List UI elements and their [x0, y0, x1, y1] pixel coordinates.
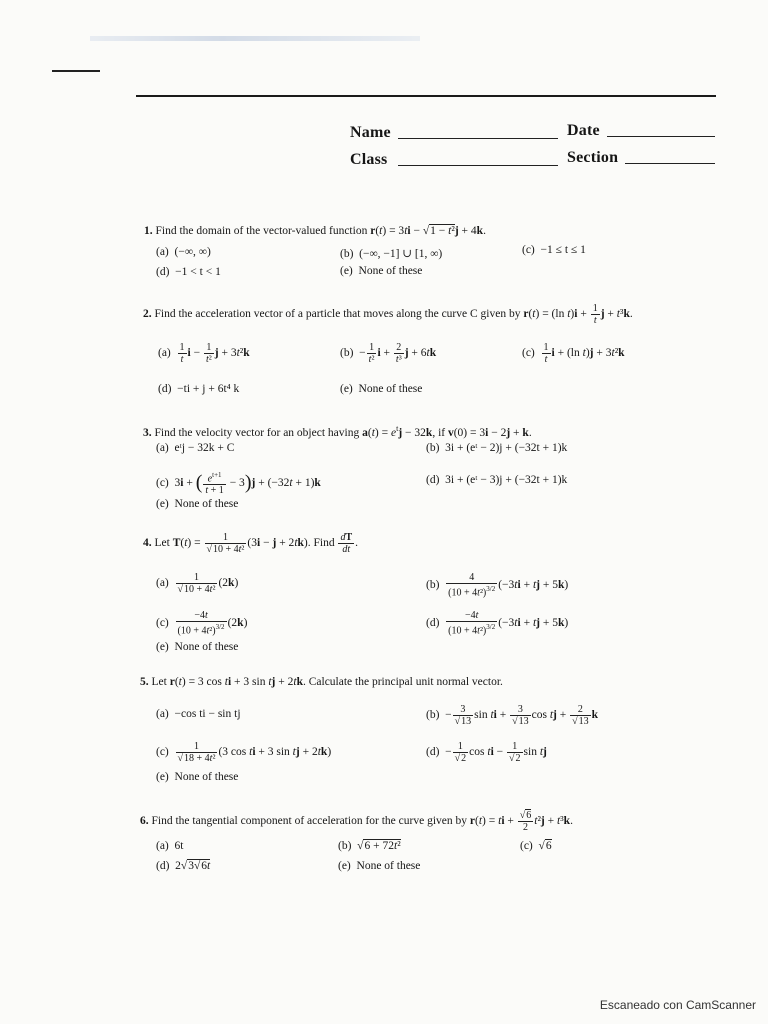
option-4c[interactable]: (c) $\frac{-4t}{(10 + 4t^2)^{3/2}}$ (2k): [156, 610, 248, 637]
option-1a[interactable]: (a) (−∞, ∞): [156, 246, 211, 258]
date-label: Date: [567, 122, 600, 139]
option-2c[interactable]: (c) $\frac{1}{t}$ i + (ln t)j + 3t²k: [522, 342, 625, 365]
option-2d[interactable]: (d) −ti + j + 6t⁴ k: [158, 383, 240, 395]
question-5: 5. Let r(t) = 3 cos ti + 3 sin tj + 2tk. Calculate the principal unit normal vector.: [140, 676, 503, 688]
question-6: 6. Find the tangential component of acceleration for the curve given by r(t) = ti + $\frac{√6}{2}$ t²j + t³k.: [140, 810, 573, 833]
option-4d[interactable]: (d) $\frac{-4t}{(10 + 4t^2)^{3/2}}$ (−3ti + tj + 5k): [426, 610, 569, 637]
option-4a[interactable]: (a) $\frac{1}{\text{√10 + 4t²}}$ (2k): [156, 572, 239, 595]
option-4e[interactable]: (e) None of these: [156, 641, 239, 653]
option-1c[interactable]: (c) −1 ≤ t ≤ 1: [522, 244, 586, 256]
option-3a[interactable]: (a) eᵗj − 32k + C: [156, 442, 235, 454]
option-5e[interactable]: (e) None of these: [156, 771, 239, 783]
option-6d[interactable]: (d) 2√3√6t: [156, 860, 211, 872]
option-5a[interactable]: (a) −cos ti − sin tj: [156, 708, 241, 720]
option-3b[interactable]: (b) 3i + (eᵗ − 2)j + (−32t + 1)k: [426, 442, 568, 454]
scan-artifact: [90, 36, 420, 41]
top-rule: [136, 95, 716, 97]
option-5c[interactable]: (c) $\frac{1}{\text{√18 + 4t²}}$ (3 cos ti + 3 sin tj + 2tk): [156, 741, 332, 764]
option-6e[interactable]: (e) None of these: [338, 860, 421, 872]
question-2: 2. Find the acceleration vector of a particle that moves along the curve C given by r(t) = (ln t)i + $\frac{1}{t}$ j + t³k.: [143, 303, 633, 326]
option-3e[interactable]: (e) None of these: [156, 498, 239, 510]
corner-mark: [52, 70, 100, 72]
option-1d[interactable]: (d) −1 < t < 1: [156, 266, 221, 278]
option-6b[interactable]: (b) √6 + 72t²: [338, 840, 401, 852]
option-5d[interactable]: (d) − $\frac{1}{√2}$ cos ti − $\frac{1}{√2}$ sin tj: [426, 741, 547, 764]
class-field[interactable]: [398, 165, 558, 166]
class-label: Class: [350, 151, 388, 168]
option-1b[interactable]: (b) (−∞, −1] ∪ [1, ∞): [340, 248, 443, 260]
option-6c[interactable]: (c) √6: [520, 840, 552, 852]
question-4: 4. Let T(t) = $\frac{1}{\text{√10 + 4t²}}$ (3i − j + 2tk). Find $\frac{dT}{dt}$ .: [143, 532, 359, 555]
name-label: Name: [350, 124, 391, 141]
section-field[interactable]: [625, 163, 715, 164]
question-3: 3. Find the velocity vector for an object having $a(t) = e^tj - 32k$, if v(0) = 3i − 2j + k.: [143, 424, 532, 439]
section-label: Section: [567, 149, 619, 166]
option-2a[interactable]: (a) $\frac{1}{t}$ i − $\frac{1}{\text{t²}}$ j + 3t²k: [158, 342, 250, 365]
date-field[interactable]: [607, 136, 715, 137]
option-1e[interactable]: (e) None of these: [340, 265, 423, 277]
option-4b[interactable]: (b) $\frac{4}{(10 + 4t^2)^{3/2}}$ (−3ti + tj + 5k): [426, 572, 569, 599]
option-5b[interactable]: (b) − $\frac{3}{√13}$ sin ti + $\frac{3}{√13}$ cos tj + $\frac{2}{√13}$ k: [426, 704, 599, 727]
option-2e[interactable]: (e) None of these: [340, 383, 423, 395]
name-field[interactable]: [398, 138, 558, 139]
camscanner-footer: Escaneado con CamScanner: [599, 998, 756, 1012]
option-3c[interactable]: (c) 3i + ( $\frac{e^{t+1}}{t + 1}$ − 3)j + (−32t + 1)k: [156, 471, 321, 497]
question-1: 1. Find the domain of the vector-valued function r(t) = 3ti − √1 − t²j + 4k.: [144, 225, 486, 237]
option-6a[interactable]: (a) 6t: [156, 840, 184, 852]
option-3d[interactable]: (d) 3i + (eᵗ − 3)j + (−32t + 1)k: [426, 474, 568, 486]
option-2b[interactable]: (b) − $\frac{1}{\text{t²}}$ i + $\frac{2}{\text{t³}}$ j + 6tk: [340, 342, 437, 365]
